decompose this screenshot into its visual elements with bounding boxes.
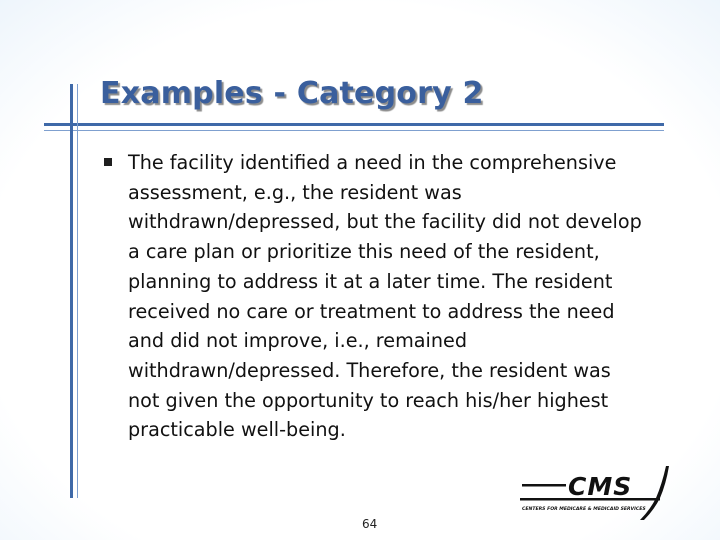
bullet-line: a care plan or prioritize this need of the resident, (128, 240, 600, 264)
cms-logo (516, 464, 676, 522)
cms-logo-tagline: CENTERS FOR MEDICARE & MEDICAID SERVICES (522, 507, 646, 512)
title-underline-thick (44, 123, 664, 126)
bullet-line: withdrawn/depressed, but the facility did not develop (128, 210, 642, 234)
slide-title: Examples - Category 2 (100, 76, 484, 111)
bullet-line: and did not improve, i.e., remained (128, 329, 468, 353)
bullet-line: received no care or treatment to address the need (128, 299, 615, 323)
page-number: 64 (362, 517, 378, 531)
bullet-line: not given the opportunity to reach his/her highest (128, 388, 609, 412)
bullet-square-icon (104, 158, 112, 166)
bullet-paragraph (128, 148, 708, 445)
bullet-line: assessment, e.g., the resident was (128, 180, 462, 204)
bullet-line: practicable well-being. (128, 418, 346, 442)
bullet-line: withdrawn/depressed. Therefore, the resident was (128, 358, 611, 382)
left-vertical-rule-thick (70, 84, 73, 498)
title-underline-thin (44, 130, 664, 131)
left-vertical-rule-thin (77, 84, 78, 498)
cms-logo-bar-top (522, 484, 566, 487)
cms-logo-wordmark: CMS (568, 472, 633, 501)
bullet-line: The facility identified a need in the comprehensive (128, 151, 617, 174)
bullet-line: planning to address it at a later time. The resident (128, 269, 613, 293)
